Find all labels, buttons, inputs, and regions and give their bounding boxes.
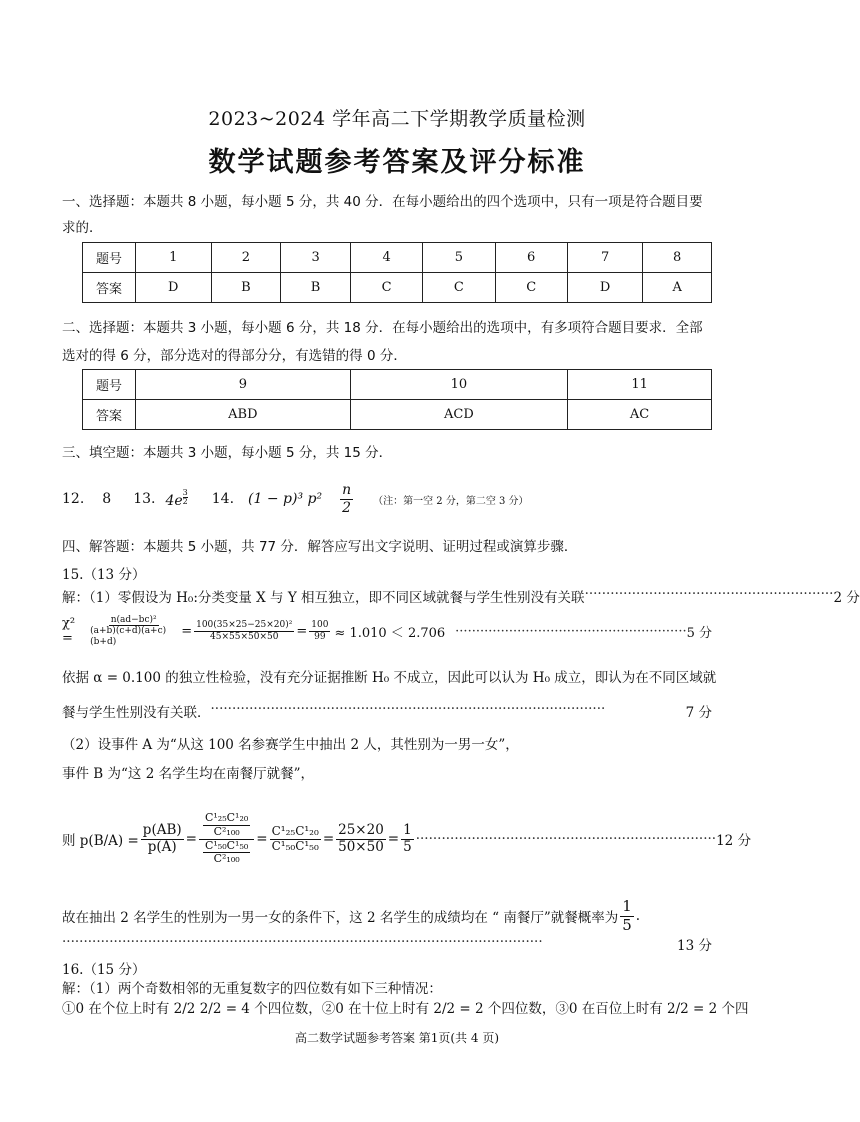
score: 2 分	[833, 590, 860, 606]
question-number: 11	[568, 370, 712, 400]
chi-fraction-values: $\frac{\text{100(35×25−25×20)²}}{45\times 55\times 50\times 50}$	[196, 620, 293, 642]
section3-heading: 三、填空题：本题共 3 小题，每小题 5 分，共 15 分．	[62, 445, 393, 461]
question-number: 7	[567, 243, 643, 273]
score: 7 分	[685, 705, 712, 721]
leader-dots: ··························································	[584, 586, 834, 602]
q14-answer1: (1 − p)³ p²	[248, 491, 323, 507]
q13-label: 13.	[133, 491, 156, 507]
q12-label: 12.	[62, 491, 85, 507]
q16-line1: 解：（1）两个奇数相邻的无重复数字的四位数有如下三种情况：	[62, 981, 442, 997]
chi-lhs: χ² =	[62, 616, 76, 646]
q15-final-text: 故在抽出 2 名学生的性别为一男一女的条件下，这 2 名学生的成绩均在 “ 南餐厅”就餐概率为	[62, 910, 619, 926]
chi-square-formula: χ² = $\frac{\text{n(ad−bc)²}}{(a+b)(c+d)(a+c)(b+d)}$ = $\frac{\text{100(35×25−25×20)²}}{45\times 55\times 50\times 50}$ = $\frac{100}{99}$ ≈ 1.010 ＜ 2.706 ························································ 5 分	[62, 614, 712, 647]
answer-cell: D	[567, 273, 643, 303]
q12-answer: 8	[102, 491, 112, 507]
answer-cell: B	[211, 273, 281, 303]
conditional-probability-formula: 则 p(B/A) = $\frac{p(AB)}{p(A)}$ = $\frac{\frac{\text{C¹₂₅C¹₂₀}}{\text{C²₁₀₀}}}{\frac{\text{C¹₅₀C¹₅₀}}{\text{C²₁₀₀}}}$ = $\frac{\text{C¹₂₅C¹₂₀}}{\text{C¹₅₀C¹₅₀}}$ = $\frac{25\times 20}{50\times 50}$ = $\frac{1}{5}$ ······································································ 12 分	[62, 811, 752, 866]
section4-heading: 四、解答题：本题共 5 小题，共 77 分．解答应写出文字说明、证明过程或演算步骤．	[62, 539, 578, 555]
q15-conclusion-line2: 餐与学生性别没有关联． ···························································································· 7 分	[62, 701, 712, 721]
answer-cell: C	[423, 273, 495, 303]
leader-dots: ······································································	[415, 831, 717, 847]
question-number: 5	[423, 243, 495, 273]
question-number: 9	[136, 370, 351, 400]
score: 12 分	[716, 833, 752, 849]
row-label: 答案	[83, 273, 136, 303]
answer-cell: ABD	[136, 400, 351, 430]
question-number: 3	[281, 243, 351, 273]
answer-cell: AC	[568, 400, 712, 430]
document-title: 数学试题参考答案及评分标准	[208, 147, 586, 178]
q15-final-score-line	[62, 934, 712, 954]
q16-line2: ①0 在个位上时有 2/2 2/2 = 4 个四位数，②0 在十位上时有 2/2 = 2 个四位数，③0 在百位上时有 2/2 = 2 个四	[62, 1001, 749, 1017]
q15-step1-text: 解：（1）零假设为 H₀:分类变量 X 与 Y 相互独立，即不同区域就餐与学生性别没有关联	[62, 590, 585, 606]
section1-heading-line2: 求的．	[62, 220, 103, 236]
section2-answer-table	[82, 369, 712, 430]
answer-cell: D	[136, 273, 212, 303]
table-row-numbers	[83, 243, 712, 273]
q14-label: 14.	[211, 491, 235, 507]
cond-fraction-numeric: $\frac{25\times 20}{50\times 50}$	[338, 821, 384, 855]
question-number: 1	[136, 243, 212, 273]
table-row-answers	[83, 273, 712, 303]
section1-heading-line1: 一、选择题：本题共 8 小题，每小题 5 分，共 40 分．在每小题给出的四个选项中，只有一项是符合题目要	[62, 194, 703, 210]
section2-heading-line1: 二、选择题：本题共 3 小题，每小题 6 分，共 18 分．在每小题给出的选项中，有多项符合题目要求．全部	[62, 320, 703, 336]
section2-heading-line2: 选对的得 6 分，部分选对的得部分分，有选错的得 0 分．	[62, 348, 407, 364]
question-number: 4	[350, 243, 422, 273]
cond-lhs: 则 p(B/A) =	[62, 833, 139, 849]
fill-in-answers	[62, 476, 529, 522]
leader-dots: ················································································································	[62, 934, 543, 950]
q13-exponent: $\frac{3}{2}$	[182, 488, 188, 506]
q13-base: 4e	[165, 493, 183, 509]
table-row-answers	[83, 400, 712, 430]
q15-final-fraction: $\frac{1}{5}$	[622, 897, 632, 934]
leader-dots: ····························································································	[210, 701, 606, 717]
q15-conclusion-line1: 依据 α = 0.100 的独立性检验，没有充分证据推断 H₀ 不成立，因此可以认为 H₀ 成立，即认为在不同区域就	[62, 670, 717, 686]
q15-part2-line2: 事件 B 为“这 2 名学生均在南餐厅就餐”，	[62, 766, 314, 782]
q16-label: 16.（15 分）	[62, 962, 146, 978]
table-row-numbers	[83, 370, 712, 400]
score: 5 分	[686, 625, 712, 641]
q15-label: 15.（13 分）	[62, 567, 146, 583]
cond-fraction-pab: $\frac{p(AB)}{p(A)}$	[142, 821, 182, 855]
section1-answer-table	[82, 242, 712, 303]
answer-cell: A	[643, 273, 712, 303]
answer-cell: B	[281, 273, 351, 303]
answer-cell: C	[495, 273, 567, 303]
cond-fraction-result: $\frac{1}{5}$	[403, 821, 412, 855]
q14-answer2: $\frac{n}{2}$	[342, 482, 352, 516]
row-label: 答案	[83, 400, 136, 430]
question-number: 10	[350, 370, 567, 400]
answer-cell: ACD	[350, 400, 567, 430]
q14-note: （注：第一空 2 分，第二空 3 分）	[373, 495, 529, 507]
cond-fraction-combinations: $\frac{\frac{\text{C¹₂₅C¹₂₀}}{\text{C²₁₀₀}}}{\frac{\text{C¹₅₀C¹₅₀}}{\text{C²₁₀₀}}}$	[199, 812, 254, 866]
answer-cell: C	[350, 273, 422, 303]
question-number: 8	[643, 243, 712, 273]
chi-approx: ≈ 1.010 ＜ 2.706	[334, 625, 446, 641]
page-footer: 高二数学试题参考答案 第1页(共 4 页)	[294, 1031, 500, 1045]
question-number: 6	[495, 243, 567, 273]
leader-dots: ························································	[455, 623, 687, 639]
q13-answer	[165, 489, 187, 509]
score: 13 分	[677, 938, 712, 954]
q15-step1	[62, 586, 860, 606]
q15-part2-line1: （2）设事件 A 为“从这 100 名参赛学生中抽出 2 人，其性别为一男一女”，	[62, 737, 519, 753]
row-label: 题号	[83, 243, 136, 273]
row-label: 题号	[83, 370, 136, 400]
q15-final: 故在抽出 2 名学生的性别为一男一女的条件下，这 2 名学生的成绩均在 “ 南餐厅”就餐概率为 $\frac{1}{5}$ .	[62, 897, 641, 934]
chi-fraction-general: $\frac{\text{n(ad−bc)²}}{(a+b)(c+d)(a+c)(b+d)}$	[90, 614, 167, 647]
question-number: 2	[211, 243, 281, 273]
cond-fraction-simplified: $\frac{\text{C¹₂₅C¹₂₀}}{\text{C¹₅₀C¹₅₀}}$	[271, 823, 319, 853]
exam-title: 2023~2024 学年高二下学期教学质量检测	[208, 108, 586, 130]
chi-fraction-result: $\frac{100}{99}$	[311, 620, 329, 642]
